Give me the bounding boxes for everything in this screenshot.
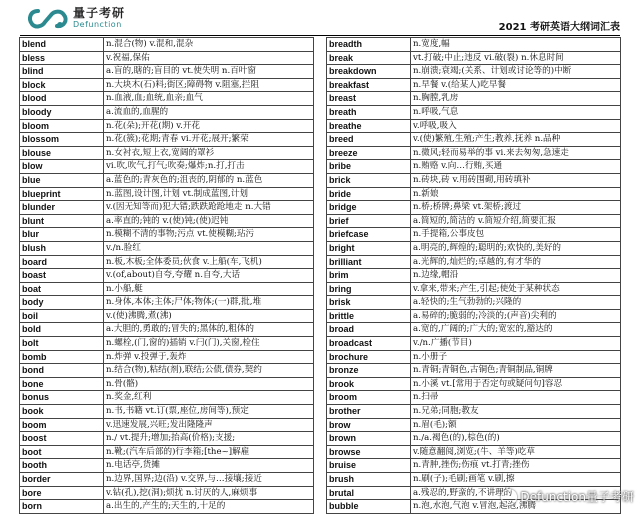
vocab-meaning: n.小船,艇 [104, 282, 314, 296]
vocab-table-left [19, 37, 314, 514]
vocab-word: bribe [327, 160, 411, 174]
vocab-row [327, 337, 621, 351]
vocab-row [327, 119, 621, 133]
vocab-word: bride [327, 187, 411, 201]
vocab-row [20, 255, 314, 269]
vocab-word: blueprint [20, 187, 104, 201]
vocab-word: bubble [327, 500, 411, 514]
vocab-row [20, 296, 314, 310]
vocab-meaning: vi.吹,吹气,打气;吹奏;爆炸;n.打,打击 [104, 160, 314, 174]
vocab-word: blend [20, 38, 104, 52]
vocab-meaning: n.身体,本体;主体;尸体;物体;(一)群,批,堆 [104, 296, 314, 310]
vocab-row [327, 92, 621, 106]
vocab-row [20, 473, 314, 487]
brand-logo-icon [26, 8, 70, 30]
vocab-word: brief [327, 214, 411, 228]
vocab-word: break [327, 51, 411, 65]
vocab-meaning: n.桥;桥牌;鼻梁 vt.架桥;渡过 [411, 201, 621, 215]
vocab-row [20, 105, 314, 119]
vocab-word: bomb [20, 350, 104, 364]
vocab-row [20, 38, 314, 52]
vocab-row [327, 133, 621, 147]
vocab-meaning: n.青肿,挫伤;伤痕 vt.打青;挫伤 [411, 459, 621, 473]
vocab-meaning: n.板,木板;全体委员;伙食 v.上船(车,飞机) [104, 255, 314, 269]
vocab-row [20, 323, 314, 337]
vocab-row [20, 350, 314, 364]
vocab-meaning: n.书,书籍 vt.订(票,座位,房间等),预定 [104, 405, 314, 419]
vocab-meaning: n.边缘,帽沿 [411, 269, 621, 283]
vocab-word: broadcast [327, 337, 411, 351]
vocab-row [20, 377, 314, 391]
vocab-meaning: a.大胆的,勇敢的;冒失的;黑体的,粗体的 [104, 323, 314, 337]
vocab-row [327, 282, 621, 296]
vocab-row [20, 459, 314, 473]
vocab-row [327, 105, 621, 119]
vocab-meaning: a.蓝色的;青灰色的;沮丧的,阴郁的 n.蓝色 [104, 173, 314, 187]
vocab-row [327, 201, 621, 215]
vocab-row [327, 473, 621, 487]
vocab-meaning: v.(of,about)自夸,夸耀 n.自夸,大话 [104, 269, 314, 283]
vocab-meaning: n.小册子 [411, 350, 621, 364]
vocab-word: bright [327, 241, 411, 255]
vocab-word: bloom [20, 119, 104, 133]
vocab-row [20, 500, 314, 514]
vocab-row [327, 228, 621, 242]
vocab-word: brochure [327, 350, 411, 364]
vocab-row [327, 38, 621, 52]
vocab-word: brisk [327, 296, 411, 310]
vocab-meaning: n.模糊不清的事物;污点 vt.使模糊;玷污 [104, 228, 314, 242]
vocab-word: blush [20, 241, 104, 255]
vocab-row [327, 323, 621, 337]
vocab-meaning: n.血液,血;血统,血亲;血气 [104, 92, 314, 106]
vocab-meaning: n.胸膛,乳房 [411, 92, 621, 106]
vocab-meaning: a.简短的,简洁的 v.简短介绍,简要汇报 [411, 214, 621, 228]
vocab-word: bronze [327, 364, 411, 378]
vocab-meaning: n.女衬衣,短上衣,宽阔的罩衫 [104, 146, 314, 160]
vocab-word: board [20, 255, 104, 269]
vocab-word: border [20, 473, 104, 487]
vocab-word: boot [20, 445, 104, 459]
vocab-meaning: n.炸弹 v.投弹于,轰炸 [104, 350, 314, 364]
vocab-word: broad [327, 323, 411, 337]
vocab-row [20, 282, 314, 296]
vocab-word: breakdown [327, 65, 411, 79]
vocab-meaning: n.骨(骼) [104, 377, 314, 391]
vocab-word: blouse [20, 146, 104, 160]
vocab-meaning: a.明亮的,辉煌的;聪明的;欢快的,美好的 [411, 241, 621, 255]
vocab-meaning: n.青铜;青铜色,古铜色;青铜制品,铜牌 [411, 364, 621, 378]
vocab-row [20, 228, 314, 242]
vocab-word: bloody [20, 105, 104, 119]
vocab-word: breed [327, 133, 411, 147]
vocab-row [20, 78, 314, 92]
vocab-word: bold [20, 323, 104, 337]
vocab-meaning: n.边界,国界;边(沿) v.交界,与…接壤;接近 [104, 473, 314, 487]
vocab-word: born [20, 500, 104, 514]
vocab-meaning: n.宽度,幅 [411, 38, 621, 52]
vocab-meaning: n.砖块,砖 v.用砖围砌,用砖填补 [411, 173, 621, 187]
header-divider [20, 35, 620, 36]
vocab-word: brush [327, 473, 411, 487]
vocab-row [327, 65, 621, 79]
vocab-row [20, 486, 314, 500]
vocab-word: bond [20, 364, 104, 378]
vocab-row [327, 51, 621, 65]
vocab-row [20, 445, 314, 459]
vocab-word: blossom [20, 133, 104, 147]
brand-name [73, 6, 125, 30]
vocab-table-right [326, 37, 621, 514]
vocab-meaning: n.花(簇);花期;青春 vi.开花;展开;繁荣 [104, 133, 314, 147]
vocab-word: bless [20, 51, 104, 65]
vocab-meaning: n.刷(子);毛刷;画笔 v.刷,擦 [411, 473, 621, 487]
vocab-meaning: n.泡,水泡,气泡 v.冒泡,起泡,沸腾 [411, 500, 621, 514]
vocab-word: bone [20, 377, 104, 391]
vocab-word: blunt [20, 214, 104, 228]
vocab-word: bring [327, 282, 411, 296]
vocab-word: breath [327, 105, 411, 119]
vocab-word: bore [20, 486, 104, 500]
vocab-word: breathe [327, 119, 411, 133]
vocab-word: brim [327, 269, 411, 283]
vocab-row [20, 92, 314, 106]
vocab-row [20, 269, 314, 283]
vocab-row [20, 214, 314, 228]
vocab-row [327, 418, 621, 432]
vocab-meaning: n.螺栓,(门,窗的)插销 v.闩(门),关窗,栓住 [104, 337, 314, 351]
vocab-row [20, 364, 314, 378]
vocab-row [20, 405, 314, 419]
vocab-meaning: n.眉(毛);额 [411, 418, 621, 432]
vocab-meaning: n.电话亭,货摊 [104, 459, 314, 473]
vocab-row [20, 119, 314, 133]
vocab-row [20, 241, 314, 255]
vocab-word: briefcase [327, 228, 411, 242]
vocab-row [327, 309, 621, 323]
vocab-word: blood [20, 92, 104, 106]
vocab-meaning: v.呼吸,吸入 [411, 119, 621, 133]
vocab-meaning: n.兄弟;同胞;教友 [411, 405, 621, 419]
vocab-word: book [20, 405, 104, 419]
vocab-row [327, 377, 621, 391]
vocab-meaning: a.率直的;钝的 v.(使)钝;(使)迟钝 [104, 214, 314, 228]
page-header [0, 0, 640, 34]
vocab-meaning: a.出生的,产生的;天生的,十足的 [104, 500, 314, 514]
vocab-meaning: v./n.广播(节目) [411, 337, 621, 351]
vocab-meaning: n.微风;轻而易举的事 vi.来去匆匆,急速走 [411, 146, 621, 160]
vocab-word: browse [327, 445, 411, 459]
vocab-meaning: a.光辉的,灿烂的;卓越的,有才华的 [411, 255, 621, 269]
vocab-word: brown [327, 432, 411, 446]
vocab-meaning: n.小溪 vt.[常用于否定句或疑问句]容忍 [411, 377, 621, 391]
vocab-word: bruise [327, 459, 411, 473]
vocab-word: broom [327, 391, 411, 405]
vocab-meaning: n.新娘 [411, 187, 621, 201]
vocab-word: breeze [327, 146, 411, 160]
vocab-row [327, 391, 621, 405]
vocab-meaning: v.随意翻阅,浏览;(牛、羊等)吃草 [411, 445, 621, 459]
vocab-word: blur [20, 228, 104, 242]
vocab-meaning: v./n.脸红 [104, 241, 314, 255]
vocab-row [327, 187, 621, 201]
vocab-meaning: vt.打破;中止;违反 vi.破(裂) n.休息时间 [411, 51, 621, 65]
vocab-row [327, 160, 621, 174]
vocab-word: boom [20, 418, 104, 432]
vocab-word: block [20, 78, 104, 92]
vocab-row [327, 445, 621, 459]
vocab-meaning: n.呼吸,气息 [411, 105, 621, 119]
vocab-meaning: n.崩溃;衰竭;(关系、计划或讨论等的)中断 [411, 65, 621, 79]
vocab-word: body [20, 296, 104, 310]
vocab-row [20, 337, 314, 351]
watermark [501, 488, 634, 505]
vocab-meaning: n.花(朵);开花(期) v.开花 [104, 119, 314, 133]
watermark-text: Defunction量子考研 [520, 490, 634, 504]
vocab-row [20, 201, 314, 215]
brand-name-en: Defunction [73, 20, 122, 29]
vocab-meaning: n.早餐 v.(给某人)吃早餐 [411, 78, 621, 92]
vocab-row [327, 432, 621, 446]
vocab-row [20, 133, 314, 147]
vocab-meaning: n.贿赂 v.向…行贿,买通 [411, 160, 621, 174]
vocab-meaning: n.奖金,红利 [104, 391, 314, 405]
vocab-meaning: n.大块木(石)料;街区;障碍物 v.阻塞,拦阻 [104, 78, 314, 92]
vocab-row [327, 146, 621, 160]
vocab-word: breadth [327, 38, 411, 52]
vocab-row [20, 391, 314, 405]
vocab-word: brow [327, 418, 411, 432]
vocab-meaning: a.轻快的;生气勃勃的;兴隆的 [411, 296, 621, 310]
vocab-row [327, 459, 621, 473]
vocab-meaning: n.靴;(汽车后部的)行李箱;[the~]解雇 [104, 445, 314, 459]
vocab-word: bonus [20, 391, 104, 405]
vocab-meaning: n.蓝图,设计图,计划 vt.制成蓝图,计划 [104, 187, 314, 201]
vocab-row [327, 255, 621, 269]
vocab-meaning: n.手提箱,公事皮包 [411, 228, 621, 242]
vocab-row [20, 432, 314, 446]
vocab-row [20, 173, 314, 187]
vocab-word: blue [20, 173, 104, 187]
watermark-logo-icon [501, 489, 517, 505]
vocab-row [20, 418, 314, 432]
vocab-meaning: v.(使)繁殖,生殖;产生;教养,抚养 n.品种 [411, 133, 621, 147]
vocab-meaning: v.(因无知等而)犯大错;跌跌跄跄地走 n.大错 [104, 201, 314, 215]
vocab-word: boost [20, 432, 104, 446]
vocab-meaning: v.拿来,带来;产生,引起;使处于某种状态 [411, 282, 621, 296]
vocab-word: brilliant [327, 255, 411, 269]
document-title: 2021 考研英语大纲词汇表 [498, 22, 620, 33]
vocab-meaning: v.(使)沸腾,煮(沸) [104, 309, 314, 323]
vocab-meaning: a.盲的,瞎的;盲目的 vt.使失明 n.百叶窗 [104, 65, 314, 79]
vocab-meaning: n.扫帚 [411, 391, 621, 405]
vocab-meaning: n.混合(物) v.混和,混杂 [104, 38, 314, 52]
vocab-row [20, 187, 314, 201]
vocab-word: boast [20, 269, 104, 283]
vocab-meaning: n./a.褐色(的),棕色(的) [411, 432, 621, 446]
vocab-row [327, 78, 621, 92]
vocab-meaning: n./ vt.提升;增加;抬高(价格);支援; [104, 432, 314, 446]
vocab-row [327, 405, 621, 419]
vocab-word: breakfast [327, 78, 411, 92]
vocab-meaning: a.流血的,血腥的 [104, 105, 314, 119]
vocab-row [327, 364, 621, 378]
vocab-meaning: a.易碎的;脆弱的;冷淡的;(声音)尖利的 [411, 309, 621, 323]
vocab-row [20, 65, 314, 79]
vocab-meaning: v.钻(孔),挖(洞);烦扰 n.讨厌的人,麻烦事 [104, 486, 314, 500]
vocab-row [20, 51, 314, 65]
vocab-word: breast [327, 92, 411, 106]
vocab-meaning: n.结合(物),粘结(剂),联结;公债,债券,契约 [104, 364, 314, 378]
vocab-word: boil [20, 309, 104, 323]
vocab-row [20, 160, 314, 174]
vocab-row [327, 173, 621, 187]
vocab-word: booth [20, 459, 104, 473]
vocab-row [327, 214, 621, 228]
vocab-row [20, 309, 314, 323]
vocab-word: blind [20, 65, 104, 79]
vocab-word: brick [327, 173, 411, 187]
vocab-word: brittle [327, 309, 411, 323]
vocab-word: bolt [20, 337, 104, 351]
vocab-row [20, 146, 314, 160]
vocab-word: bridge [327, 201, 411, 215]
vocab-meaning: v.迅速发展,兴旺;发出隆隆声 [104, 418, 314, 432]
vocab-row [327, 296, 621, 310]
vocab-row [327, 241, 621, 255]
vocab-word: blow [20, 160, 104, 174]
vocab-row [327, 350, 621, 364]
vocab-meaning: a.残忍的,野蛮的,不讲理的 [411, 486, 621, 500]
vocab-word: blunder [20, 201, 104, 215]
vocab-row [327, 269, 621, 283]
vocab-word: brook [327, 377, 411, 391]
vocab-meaning: a.宽的,广阔的;广大的;宽宏的,豁达的 [411, 323, 621, 337]
vocab-word: boat [20, 282, 104, 296]
vocab-word: brutal [327, 486, 411, 500]
vocab-word: brother [327, 405, 411, 419]
vocab-meaning: v.祝福,保佑 [104, 51, 314, 65]
brand-name-cn: 量子考研 [73, 6, 126, 20]
